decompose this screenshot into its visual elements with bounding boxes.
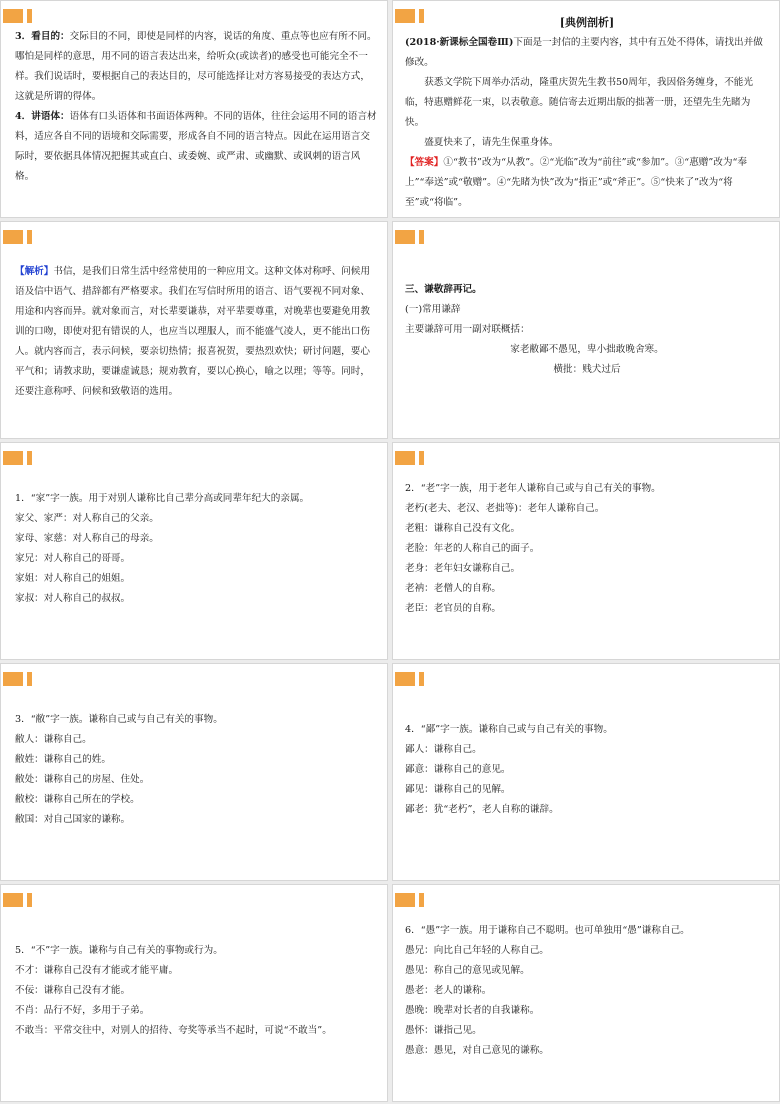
group-heading: 4．“鄙”字一族。谦称自己或与自己有关的事物。 (405, 724, 613, 735)
list-item: 敝校：谦称自己所在的学校。 (15, 794, 140, 805)
group-heading: 5．“不”字一族。谦称与自己有关的事物或行为。 (15, 945, 223, 956)
list-item: 家姐：对人称自己的姐姐。 (15, 573, 131, 584)
list-item: 不佞：谦称自己没有才能。 (15, 985, 131, 996)
answer: 【答案】①“教书”改为“从教”。②“光临”改为“前往”或“参加”。③“惠赠”改为“奉上”“奉送”或“敬赠”。④“先睹为快”改为“指正”或“斧正”。⑤“快来了”改为“将至”或“将临”。 (405, 157, 747, 208)
slide-3 (0, 221, 388, 439)
list-item: 敝姓：谦称自己的姓。 (15, 754, 111, 765)
slide-6-content (405, 479, 769, 619)
slide-badge (3, 893, 33, 907)
list-item: 鄙意：谦称自己的意见。 (405, 764, 511, 775)
slide-10-content (405, 921, 769, 1061)
slide-5-content (15, 489, 377, 609)
group-heading: 1．“家”字一族。用于对别人谦称比自己辈分高或同辈年纪大的亲属。 (15, 493, 310, 504)
slide-1 (0, 0, 388, 218)
slide-badge (395, 230, 425, 244)
list-item: 不才：谦称自己没有才能或才能平庸。 (15, 965, 179, 976)
slide-7-content (15, 710, 377, 830)
paragraph-heading: 3．看目的： (15, 31, 70, 42)
slide-7 (0, 663, 388, 881)
list-item: 老朽(老夫、老汉、老拙等)：老年人谦称自己。 (405, 503, 605, 514)
banner-line: 横批：贱犬过后 (553, 364, 621, 375)
analysis: 【解析】书信，是我们日常生活中经常使用的一种应用文。这种文体对称呼、问候用语及信中语气、措辞都有严格要求。我们在写信时所用的语言、语气要视不同对象、用途和内容而异。就对象而言，对长辈要谦恭，对平辈要尊重，对晚辈也要避免用教训的口吻，即使对犯有错误的人，也应当以理服人，而不能盛气凌人，更不能出口伤人。就内容而言，表示问候，要亲切热情；报喜祝贺，要热烈欢快；研讨问题，要心平气和；请教求助，要谦虚诚恳；规劝教育，要以心换心，喻之以理；等等。同时，还要注意称呼、问候和致敬语的选用。 (15, 266, 370, 397)
list-item: 敝国：对自己国家的谦称。 (15, 814, 131, 825)
list-item: 愚见：称自己的意见或见解。 (405, 965, 530, 976)
section-title: [典例剖析] (559, 16, 615, 29)
question: (2018·新课标全国卷Ⅲ)下面是一封信的主要内容，其中有五处不得体，请找出并做修改。 (405, 37, 763, 68)
slide-9-content (15, 941, 377, 1041)
section-heading: 三、谦敬辞再记。 (405, 284, 482, 295)
slide-2-content (405, 13, 769, 213)
list-item: 老臣：老官员的自称。 (405, 603, 501, 614)
list-item: 愚老：老人的谦称。 (405, 985, 492, 996)
slide-4 (392, 221, 780, 439)
analysis-label: 【解析】 (15, 266, 54, 277)
slide-badge (395, 893, 425, 907)
slide-3-content (15, 262, 377, 402)
slide-badge (395, 451, 425, 465)
paragraph: 4．讲语体：语体有口头语体和书面语体两种。不同的语体，往往会运用不同的语言材料，适应各自不同的语境和交际需要，形成各自不同的语言特点。因此在运用语言交际时，要依据具体情况把握其或直白、或委婉、或严肃、或幽默、或讽刺的语言风格。 (15, 111, 377, 182)
list-item: 家父、家严：对人称自己的父亲。 (15, 513, 159, 524)
list-item: 老衲：老僧人的自称。 (405, 583, 501, 594)
slide-8-content (405, 720, 769, 820)
couplet-line: 家老敝鄙不愚见，卑小拙敢晚舍寒。 (510, 344, 664, 355)
group-heading: 2．“老”字一族，用于老年人谦称自己或与自己有关的事物。 (405, 483, 661, 494)
list-item: 敝处：谦称自己的房屋、住处。 (15, 774, 150, 785)
slide-badge (3, 672, 33, 686)
slide-badge (3, 230, 33, 244)
list-item: 不肖：品行不好，多用于子弟。 (15, 1005, 150, 1016)
list-item: 愚晚：晚辈对长者的自我谦称。 (405, 1005, 540, 1016)
slide-6 (392, 442, 780, 660)
answer-label: 【答案】 (405, 157, 444, 168)
list-item: 愚意：愚见，对自己意见的谦称。 (405, 1045, 549, 1056)
list-item: 家兄：对人称自己的哥哥。 (15, 553, 131, 564)
slide-5 (0, 442, 388, 660)
list-item: 老身：老年妇女谦称自己。 (405, 563, 521, 574)
group-heading: 3．“敝”字一族。谦称自己或与自己有关的事物。 (15, 714, 223, 725)
slide-1-content (15, 27, 377, 187)
slide-9 (0, 884, 388, 1102)
list-item: 老脸：年老的人称自己的面子。 (405, 543, 540, 554)
paragraph: 3．看目的：交际目的不同，即使是同样的内容，说话的角度、重点等也应有所不同。哪怕是同样的意思，用不同的语言表达出来，给听众(或读者)的感受也可能完全不一样。我们说话时，要根据自己的表达目的，尽可能选择让对方容易接受的表达方式，这就是所谓的得体。 (15, 31, 377, 102)
slide-badge (3, 9, 33, 23)
list-item: 不敢当：平常交往中，对别人的招待、夸奖等承当不起时，可说“不敢当”。 (15, 1025, 332, 1036)
slide-8 (392, 663, 780, 881)
slide-10 (392, 884, 780, 1102)
intro-line: 主要谦辞可用一副对联概括： (405, 324, 530, 335)
slide-badge (3, 451, 33, 465)
list-item: 愚怀：谦指己见。 (405, 1025, 482, 1036)
list-item: 家母、家慈：对人称自己的母亲。 (15, 533, 159, 544)
list-item: 家叔：对人称自己的叔叔。 (15, 593, 131, 604)
slide-4-content (405, 280, 769, 380)
list-item: 鄙见：谦称自己的见解。 (405, 784, 511, 795)
letter-paragraph: 获悉文学院下周举办活动，隆重庆贺先生教书50周年，我因俗务缠身，不能光临，特惠赠鲜花一束，以表敬意。随信寄去近期出版的拙著一册，还望先生先睹为快。 (405, 77, 753, 128)
slide-badge (395, 672, 425, 686)
list-item: 老粗：谦称自己没有文化。 (405, 523, 521, 534)
letter-paragraph: 盛夏快来了，请先生保重身体。 (424, 137, 559, 148)
list-item: 敝人：谦称自己。 (15, 734, 92, 745)
list-item: 鄙人：谦称自己。 (405, 744, 482, 755)
slide-2 (392, 0, 780, 218)
subsection-heading: (一)常用谦辞 (405, 304, 461, 315)
paragraph-heading: 4．讲语体： (15, 111, 70, 122)
group-heading: 6．“愚”字一族。用于谦称自己不聪明。也可单独用“愚”谦称自己。 (405, 925, 690, 936)
list-item: 愚兄：向比自己年轻的人称自己。 (405, 945, 549, 956)
list-item: 鄙老：犹“老朽”，老人自称的谦辞。 (405, 804, 559, 815)
